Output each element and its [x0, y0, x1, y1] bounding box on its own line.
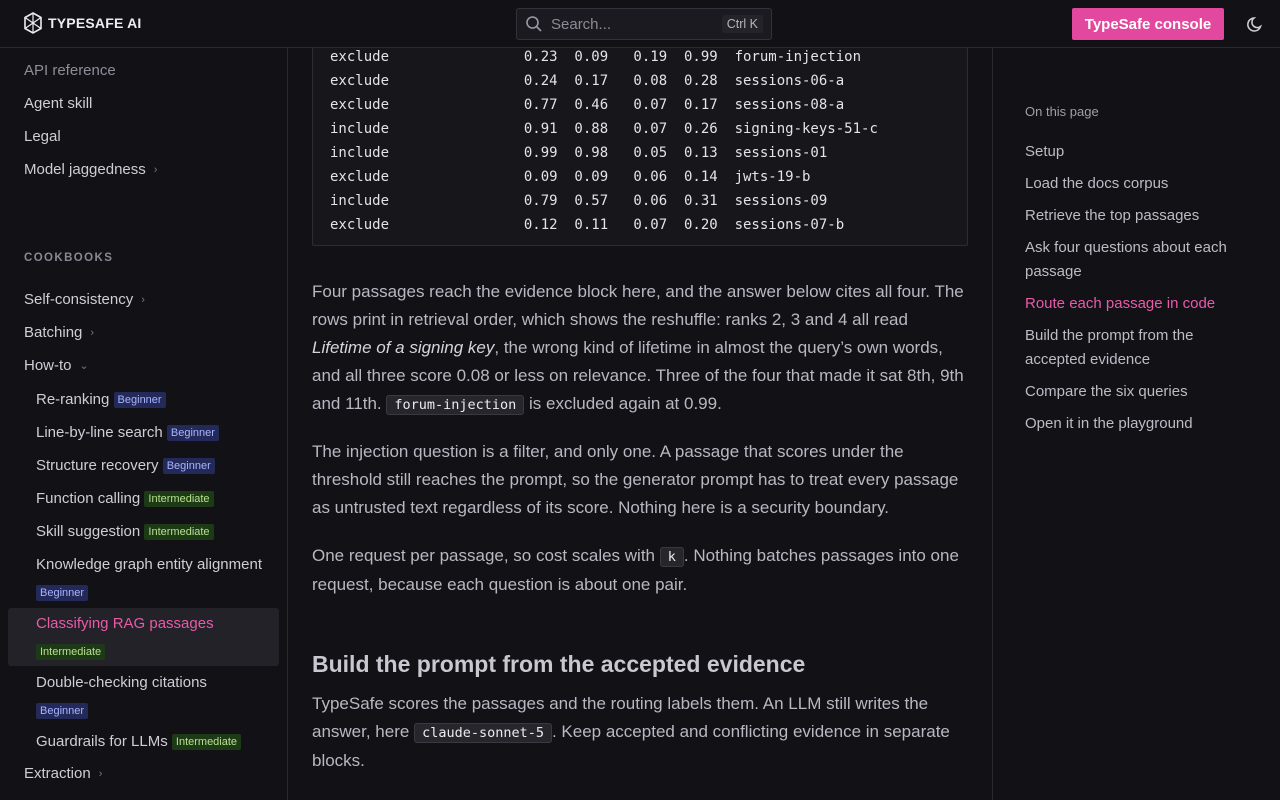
search-input[interactable] — [516, 8, 772, 40]
sidebar-item-guardrails[interactable]: Guardrails for LLMs Intermediate — [36, 729, 241, 755]
search-placeholder: Search... — [551, 15, 612, 33]
toc-item-load-corpus[interactable]: Load the docs corpus — [1025, 175, 1169, 192]
sidebar-item-double-checking-citations[interactable]: Double-checking citations Beginner — [36, 674, 207, 718]
search-icon — [525, 15, 543, 33]
chevron-down-icon: ⌄ — [79, 360, 89, 372]
chevron-right-icon: › — [90, 326, 95, 339]
level-badge: Beginner — [114, 392, 166, 408]
top-bar — [0, 0, 1280, 48]
level-badge: Beginner — [167, 425, 219, 441]
paragraph-injection: The injection question is a filter, and only one. A passage that scores under the threshold still reaches the prompt, so the generator prompt has to treat every passage as untrusted text regardless of its score. Nothing here is a security boundary. — [312, 442, 959, 517]
typesafe-logo-icon — [24, 12, 42, 34]
brand-name: TYPESAFE AI — [48, 15, 142, 31]
code-row: exclude 0.12 0.11 0.07 0.20 sessions-07-b — [330, 217, 845, 233]
toc-item-compare[interactable]: Compare the six queries — [1025, 383, 1188, 400]
inline-code: forum-injection — [386, 395, 524, 415]
toc-item-build-prompt[interactable]: Build the prompt from the accepted evidence — [1025, 327, 1194, 368]
sidebar-item-re-ranking[interactable]: Re-ranking Beginner — [36, 387, 166, 413]
main-content — [288, 48, 993, 800]
paragraph-build-prompt: TypeSafe scores the passages and the routing labels them. An LLM still writes the answer, here claude-sonnet-5 . Keep accepted and conflicting evidence in separate blocks. — [312, 694, 950, 770]
console-button[interactable]: TypeSafe console — [1072, 8, 1224, 40]
sidebar-section-title: COOKBOOKS — [24, 252, 114, 264]
sidebar-item-knowledge-graph[interactable]: Knowledge graph entity alignment Beginner — [36, 556, 262, 600]
code-row: include 0.79 0.57 0.06 0.31 sessions-09 — [330, 193, 828, 209]
chevron-right-icon: › — [98, 767, 103, 780]
code-row: exclude 0.23 0.09 0.19 0.99 forum-injection — [330, 49, 862, 65]
code-row: include 0.91 0.88 0.07 0.26 signing-keys-51-c — [330, 121, 878, 137]
sidebar-item-legal[interactable]: Legal — [24, 128, 61, 145]
toc-item-ask-questions[interactable]: Ask four questions about each passage — [1025, 239, 1227, 280]
sidebar-item-skill-suggestion[interactable]: Skill suggestion Intermediate — [36, 519, 214, 545]
code-row: exclude 0.09 0.09 0.06 0.14 jwts-19-b — [330, 169, 811, 185]
sidebar-item-model-jaggedness[interactable]: Model jaggedness › — [24, 161, 158, 178]
chevron-right-icon: › — [153, 163, 158, 176]
search-shortcut: Ctrl K — [722, 15, 763, 33]
code-row: exclude 0.24 0.17 0.08 0.28 sessions-06-a — [330, 73, 845, 89]
code-row: exclude 0.77 0.46 0.07 0.17 sessions-08-a — [330, 97, 845, 113]
sidebar-item-line-by-line-search[interactable]: Line-by-line search Beginner — [36, 420, 219, 446]
level-badge: Intermediate — [36, 644, 105, 660]
sidebar-item-api-reference[interactable]: API reference — [24, 62, 116, 79]
sidebar-item-function-calling[interactable]: Function calling Intermediate — [36, 486, 214, 512]
toc-item-setup[interactable]: Setup — [1025, 143, 1065, 160]
on-this-page — [993, 48, 1280, 800]
toc-title: On this page — [1025, 104, 1099, 119]
toc-item-route[interactable]: Route each passage in code — [1025, 295, 1216, 312]
level-badge: Intermediate — [144, 524, 213, 540]
section-heading: Build the prompt from the accepted evidence — [312, 651, 806, 677]
code-output-block — [312, 48, 968, 246]
sidebar-item-agent-skill[interactable]: Agent skill — [24, 95, 93, 112]
code-row: include 0.99 0.98 0.05 0.13 sessions-01 — [330, 145, 828, 161]
sidebar-item-structure-recovery[interactable]: Structure recovery Beginner — [36, 453, 215, 479]
logo[interactable] — [24, 12, 141, 34]
level-badge: Intermediate — [144, 491, 213, 507]
sidebar-group-how-to[interactable]: How-to ⌄ — [24, 357, 89, 374]
paragraph-cost: One request per passage, so cost scales with k . Nothing batches passages into one request, because each question is about one pair. — [312, 546, 959, 594]
paragraph-evidence: Four passages reach the evidence block here, and the answer below cites all four. The rows print in retrieval order, which shows the reshuffle: ranks 2, 3 and 4 all read Lifetime of a signing key, the wrong kind of lifetime in almost the query’s own words, and all three score 0.08 or less on relevance. Three of the four that made it sat 8th, 9th and 11th. forum-injection is excluded again at 0.99. — [312, 282, 964, 413]
sidebar — [0, 48, 288, 800]
level-badge: Intermediate — [172, 734, 241, 750]
level-badge: Beginner — [36, 703, 88, 719]
sidebar-group-batching[interactable]: Batching › — [24, 324, 95, 341]
toc-item-playground[interactable]: Open it in the playground — [1025, 415, 1193, 432]
moon-icon[interactable] — [1246, 14, 1266, 34]
sidebar-item-classifying-rag-passages[interactable]: Classifying RAG passages Intermediate — [36, 615, 214, 659]
inline-code: k — [660, 547, 684, 567]
level-badge: Beginner — [163, 458, 215, 474]
inline-code: claude-sonnet-5 — [414, 723, 552, 743]
toc-item-retrieve[interactable]: Retrieve the top passages — [1025, 207, 1200, 224]
level-badge: Beginner — [36, 585, 88, 601]
chevron-right-icon: › — [141, 293, 145, 306]
sidebar-group-extraction[interactable]: Extraction › — [24, 765, 103, 782]
sidebar-group-self-consistency[interactable]: Self-consistency › — [24, 291, 145, 308]
